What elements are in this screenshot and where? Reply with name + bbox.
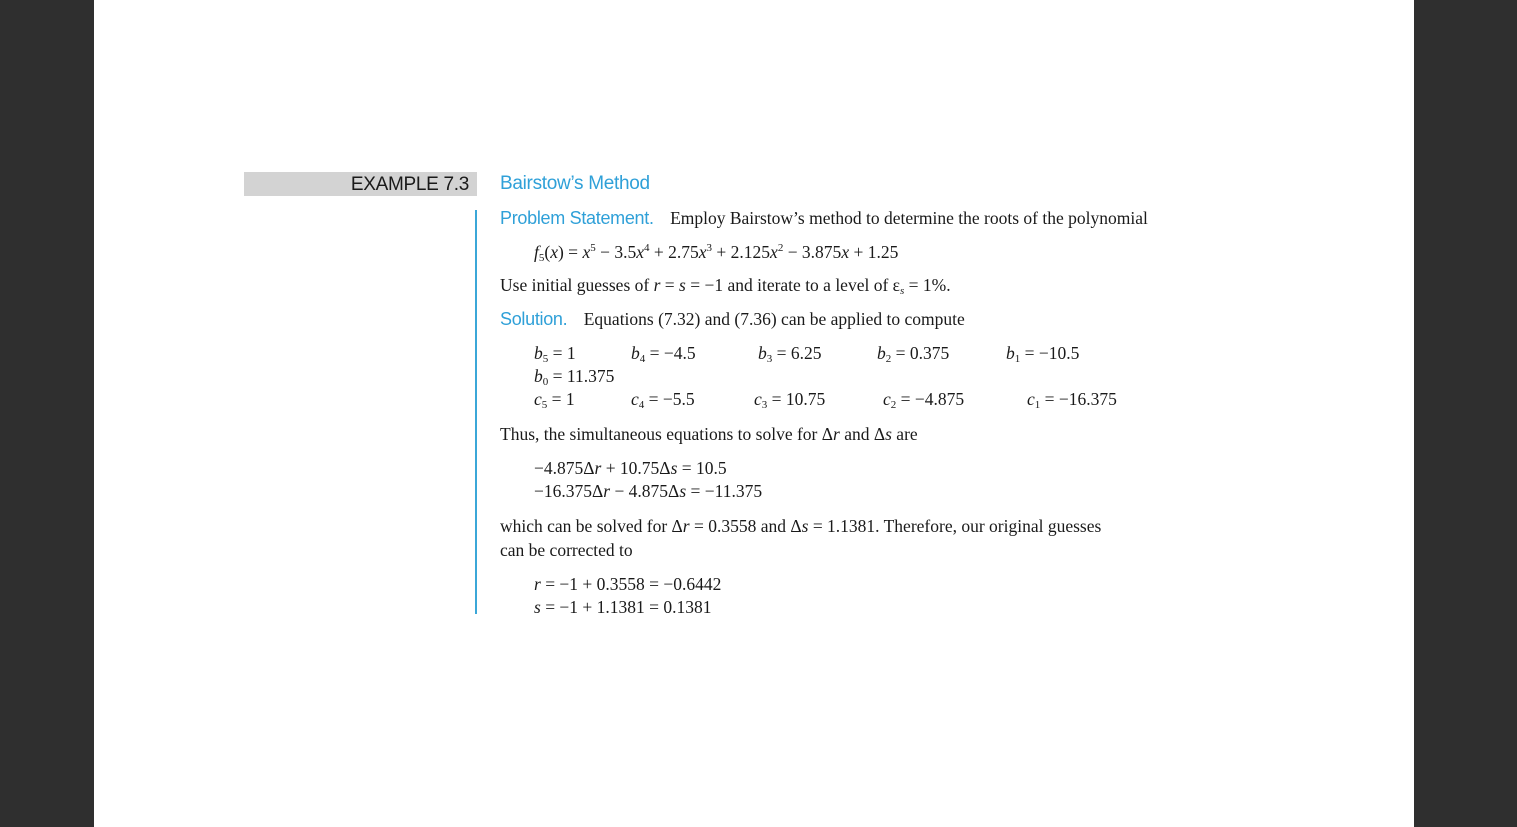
- example-label-bar: [244, 172, 477, 196]
- textbook-page: [94, 0, 1414, 827]
- problem-text: Employ Bairstow’s method to determine the roots of the polynomial: [670, 208, 1148, 228]
- example-label: EXAMPLE 7.3: [350, 174, 469, 195]
- equation-1: −4.875Δr + 10.75Δs = 10.5: [534, 458, 727, 478]
- problem-heading: Problem Statement.: [500, 208, 654, 228]
- b5-value: $b_5 = 1$: [534, 343, 576, 365]
- solution-text: Equations (7.32) and (7.36) can be applied to compute: [583, 309, 965, 329]
- c4-value: $c_4 = -5.5$: [631, 389, 695, 411]
- example-title: Bairstow’s Method: [500, 173, 650, 194]
- solved-text-line2: can be corrected to: [500, 540, 633, 560]
- initial-guesses: Use initial guesses of r = s = −1 and iterate to a level of $\varepsilon_s = 1\%$.: [500, 275, 951, 297]
- solution-intro: [500, 309, 965, 330]
- c1-value: $c_1 = -16.375$: [1027, 389, 1117, 411]
- b2-value: $b_2 = 0.375$: [877, 343, 950, 365]
- example-left-rule: [475, 210, 477, 614]
- c3-value: $c_3 = 10.75$: [754, 389, 826, 411]
- c2-value: $c_2 = -4.875$: [883, 389, 965, 411]
- polynomial-equation: $f_5(x) = x^5 - 3.5x^4 + 2.75x^3 + 2.125x^2 - 3.875x + 1.25$: [534, 242, 899, 264]
- b0-value: $b_0 = 11.375$: [534, 366, 615, 388]
- c5-value: $c_5 = 1$: [534, 389, 575, 411]
- problem-statement: [500, 208, 1148, 229]
- b3-value: $b_3 = 6.25$: [758, 343, 822, 365]
- b4-value: $b_4 = -4.5$: [631, 343, 696, 365]
- s-correction: s = −1 + 1.1381 = 0.1381: [534, 597, 712, 617]
- solved-text-line1: which can be solved for Δr = 0.3558 and Δs = 1.1381. Therefore, our original guesses: [500, 516, 1102, 536]
- thus-text: Thus, the simultaneous equations to solve for Δr and Δs are: [500, 424, 918, 444]
- b1-value: $b_1 = -10.5$: [1006, 343, 1080, 365]
- r-correction: r = −1 + 0.3558 = −0.6442: [534, 574, 722, 594]
- solution-heading: Solution.: [500, 309, 568, 329]
- equation-2: −16.375Δr − 4.875Δs = −11.375: [534, 481, 763, 501]
